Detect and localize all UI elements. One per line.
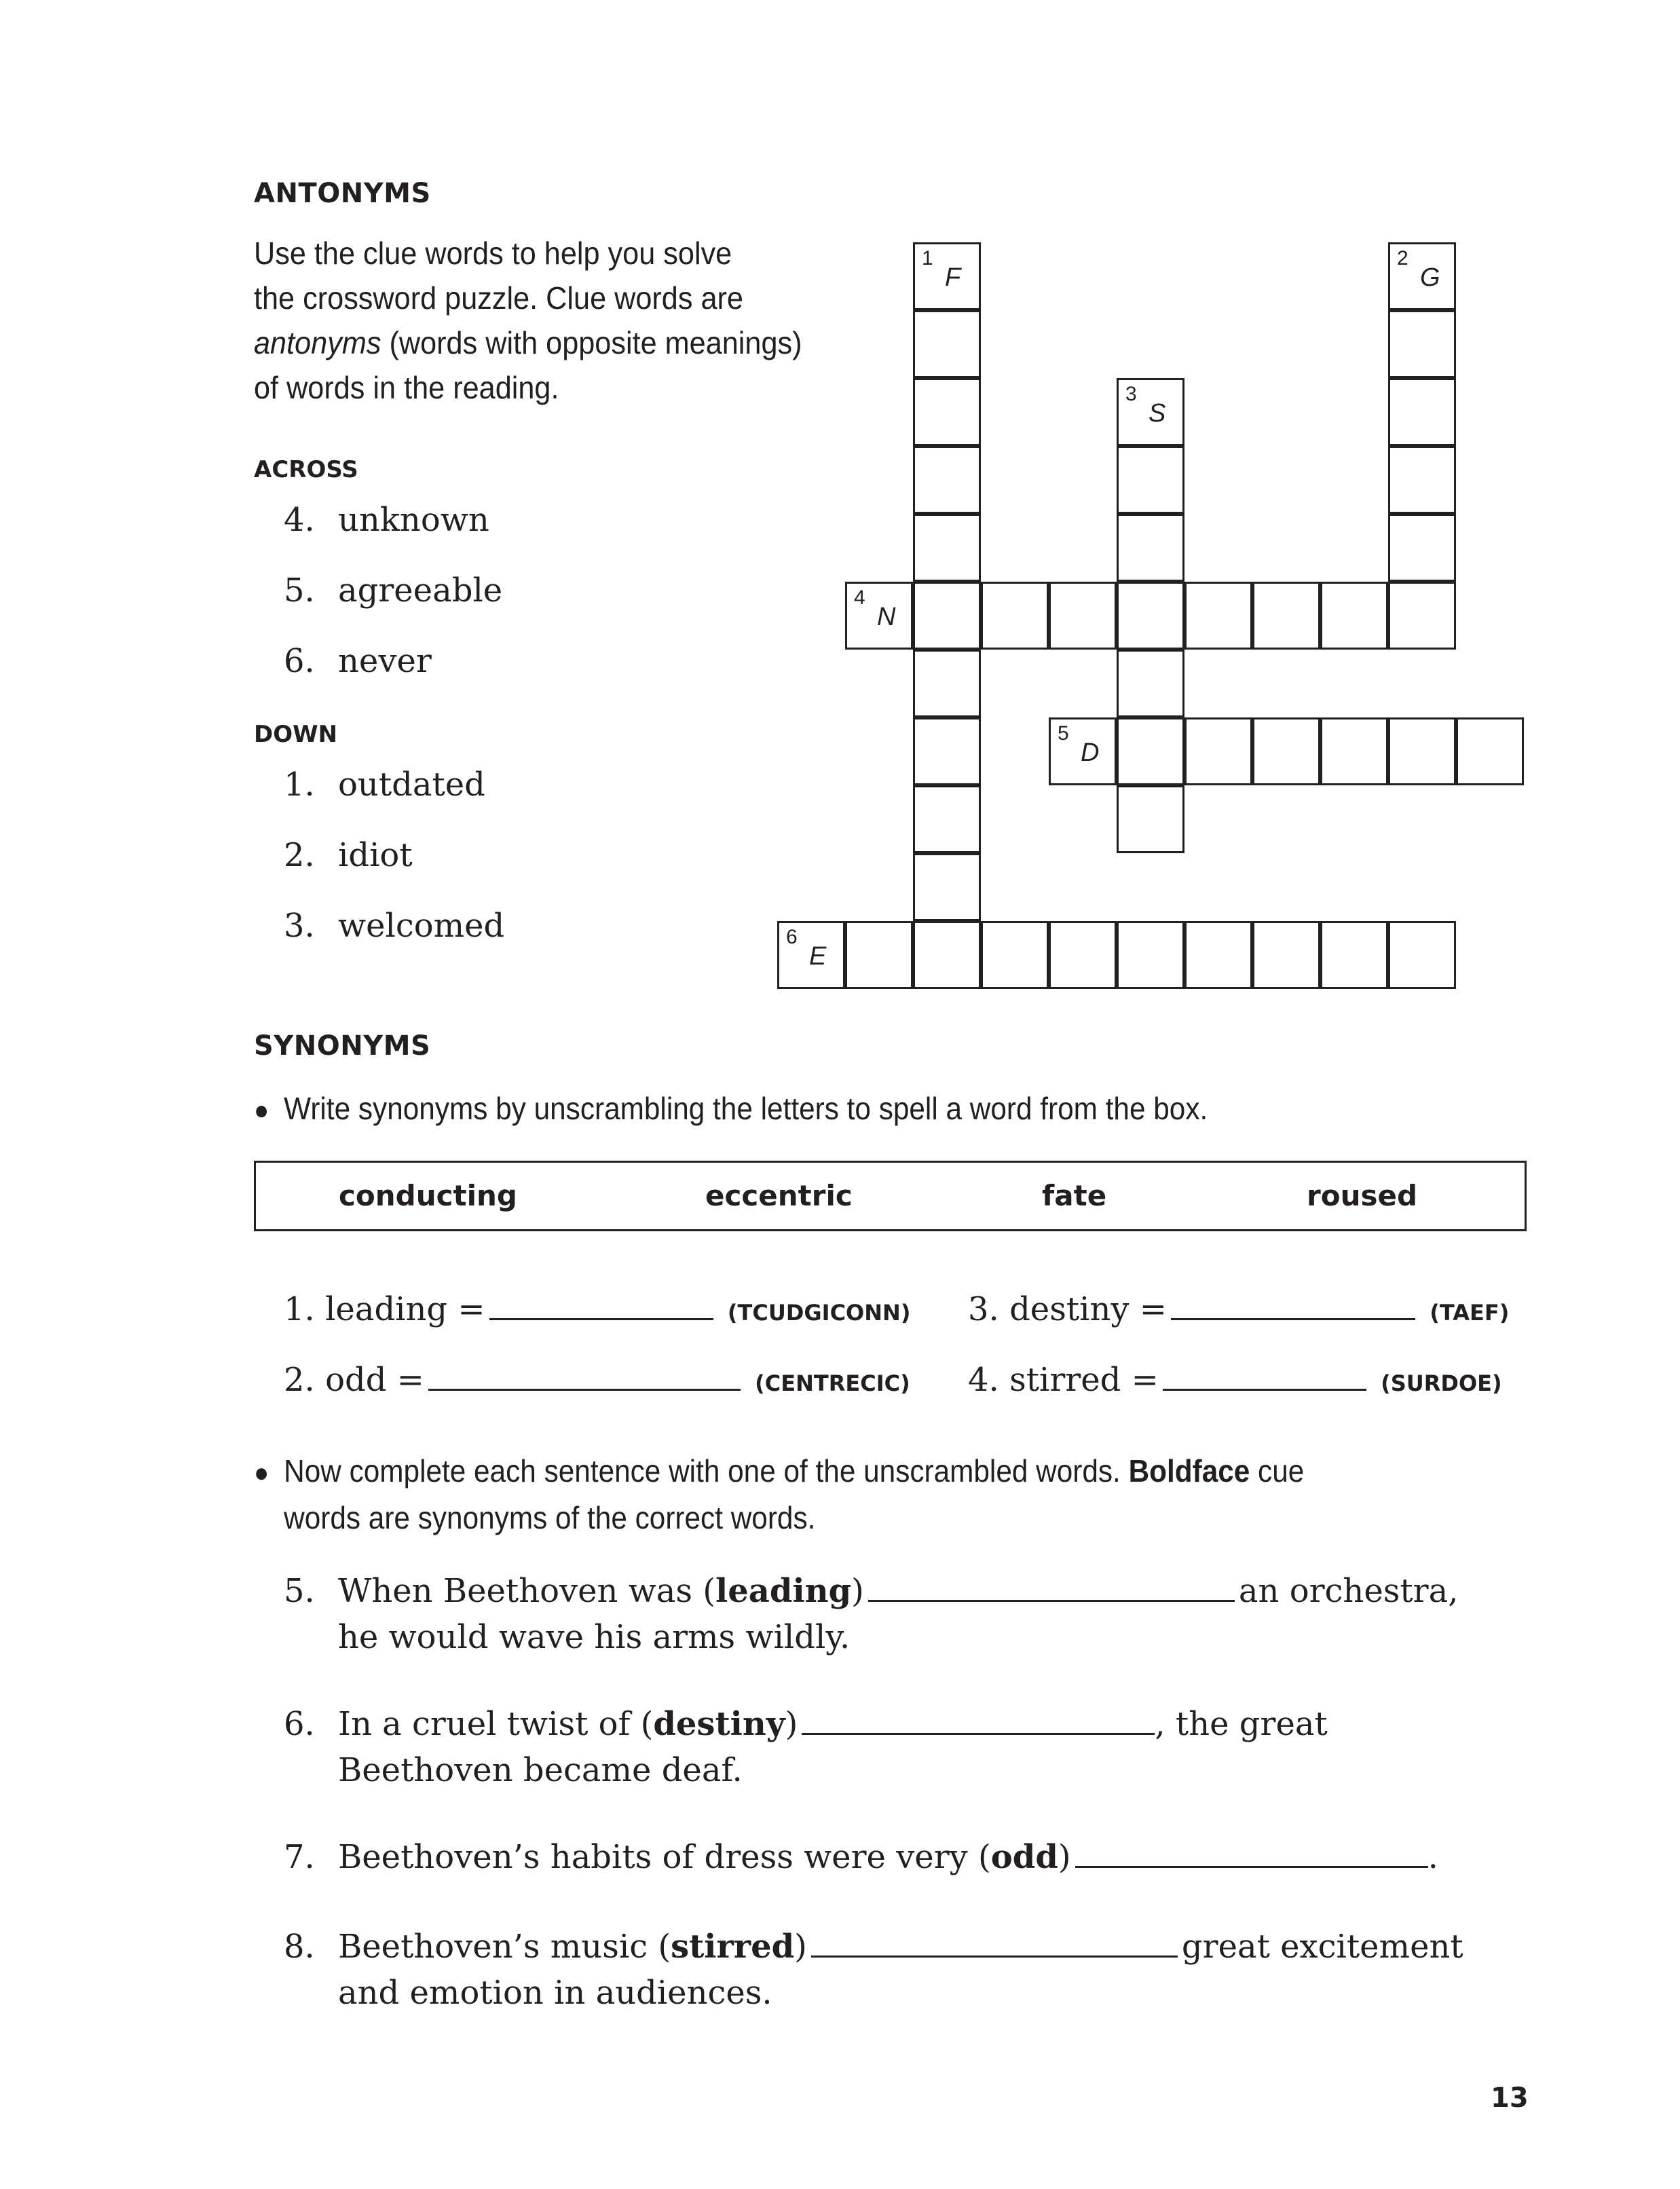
answer-blank[interactable] — [1075, 1836, 1428, 1868]
scrambled-letters: (CENTRECIC) — [755, 1370, 910, 1396]
sentence-line-2: he would wave his arms wildly. — [338, 1618, 851, 1656]
sentence-post: ) — [851, 1572, 864, 1610]
instruction-text-end: cue — [1258, 1453, 1305, 1489]
scrambled-letters: (TCUDGICONN) — [727, 1300, 911, 1326]
crossword-cell[interactable] — [1117, 514, 1184, 582]
crossword-cell-start-6[interactable] — [777, 921, 845, 989]
across-heading: ACROSS — [254, 456, 358, 483]
crossword-cell[interactable] — [913, 514, 981, 582]
sentence-number: 8. — [284, 1928, 315, 1966]
item-word: leading = — [325, 1290, 485, 1328]
clue-number: 5. — [284, 572, 315, 610]
down-heading: DOWN — [254, 721, 338, 748]
sentence-post: ) — [794, 1928, 807, 1966]
item-number: 1. — [284, 1290, 315, 1328]
crossword-cell[interactable] — [1388, 514, 1456, 582]
box-word-conducting: conducting — [339, 1179, 517, 1212]
sentence-pre: In a cruel twist of ( — [338, 1705, 654, 1743]
crossword-cell[interactable] — [913, 853, 981, 921]
sentence-line-1 — [284, 1924, 1463, 1970]
crossword-cell[interactable] — [913, 310, 981, 378]
synonyms-instruction-1 — [254, 1090, 1208, 1127]
clue-text: idiot — [338, 836, 413, 874]
sentence-post: ) — [1058, 1838, 1071, 1876]
cell-letter: G — [1420, 263, 1440, 292]
crossword-cell-start-2[interactable] — [1388, 242, 1456, 310]
intro-line-2: the crossword puzzle. Clue words are — [254, 280, 743, 316]
intro-line-3-text: (words with opposite meanings) — [389, 325, 802, 360]
cell-letter: N — [877, 603, 896, 631]
synonyms-instruction-2 — [254, 1448, 1304, 1540]
cell-letter: D — [1081, 738, 1100, 767]
bullet-icon: ● — [254, 1096, 269, 1125]
sentence-line-1 — [284, 1701, 1328, 1747]
synonym-item-1 — [284, 1288, 910, 1328]
answer-blank[interactable] — [802, 1703, 1155, 1735]
answer-blank[interactable] — [811, 1926, 1178, 1958]
crossword-cell[interactable] — [1049, 921, 1117, 989]
synonym-item-3 — [968, 1288, 1509, 1328]
cell-number: 4 — [854, 586, 865, 609]
sentence-5 — [284, 1568, 1458, 1660]
synonym-item-2 — [284, 1359, 910, 1399]
crossword-cell[interactable] — [1252, 921, 1320, 989]
crossword-cell[interactable] — [1320, 582, 1388, 650]
cell-number: 2 — [1397, 247, 1408, 269]
answer-blank[interactable] — [1163, 1359, 1366, 1391]
scrambled-letters: (TAEF) — [1430, 1300, 1510, 1326]
box-word-fate: fate — [1042, 1179, 1107, 1212]
sentence-number: 7. — [284, 1838, 315, 1876]
crossword-cell[interactable] — [1388, 921, 1456, 989]
answer-blank[interactable] — [489, 1288, 713, 1320]
clue-text: unknown — [338, 501, 489, 539]
crossword-cell[interactable] — [1388, 446, 1456, 514]
sentence-line-1 — [284, 1568, 1458, 1614]
cell-letter: S — [1149, 399, 1166, 428]
crossword-cell[interactable] — [913, 378, 981, 446]
crossword-cell[interactable] — [1117, 650, 1184, 717]
clue-number: 1. — [284, 766, 315, 804]
item-word: destiny = — [1009, 1290, 1167, 1328]
crossword-cell[interactable] — [1388, 717, 1456, 785]
item-number: 3. — [968, 1290, 999, 1328]
page-number: 13 — [1491, 2082, 1529, 2114]
crossword-cell[interactable] — [1184, 582, 1252, 650]
cue-word: odd — [990, 1838, 1058, 1876]
item-word: odd = — [325, 1361, 424, 1399]
crossword-cell[interactable] — [1320, 921, 1388, 989]
sentence-number: 6. — [284, 1705, 315, 1743]
crossword-cell[interactable] — [1456, 717, 1524, 785]
cue-word: destiny — [653, 1705, 785, 1743]
synonyms-heading: SYNONYMS — [254, 1030, 431, 1062]
sentence-pre: Beethoven’s music ( — [338, 1928, 671, 1966]
crossword-cell[interactable] — [1117, 446, 1184, 514]
crossword-cell[interactable] — [981, 921, 1049, 989]
crossword-cell[interactable] — [913, 717, 981, 785]
bullet-icon: ● — [254, 1458, 269, 1488]
clue-number: 3. — [284, 907, 315, 945]
clue-number: 4. — [284, 501, 315, 539]
crossword-cell[interactable] — [1184, 717, 1252, 785]
crossword-cell[interactable] — [913, 650, 981, 717]
word-box — [254, 1161, 1527, 1231]
cue-word: stirred — [671, 1928, 795, 1966]
sentence-6 — [284, 1701, 1328, 1793]
answer-blank[interactable] — [868, 1570, 1235, 1602]
cue-word: leading — [715, 1572, 852, 1610]
sentence-post: ) — [785, 1705, 798, 1743]
crossword-cell[interactable] — [1117, 921, 1184, 989]
sentence-pre: When Beethoven was ( — [338, 1572, 716, 1610]
sentence-line-1 — [284, 1834, 1438, 1880]
instruction-text: Now complete each sentence with one of the unscrambled words. — [284, 1453, 1121, 1489]
crossword-cell[interactable] — [913, 785, 981, 853]
crossword-cell[interactable] — [1388, 582, 1456, 650]
item-word: stirred = — [1009, 1361, 1159, 1399]
crossword-cell-start-3[interactable] — [1117, 378, 1184, 446]
clue-text: never — [338, 642, 432, 680]
intro-italic-word: antonyms — [254, 325, 381, 360]
sentence-after: . — [1427, 1838, 1438, 1876]
item-number: 4. — [968, 1361, 999, 1399]
crossword-cell[interactable] — [1117, 717, 1184, 785]
crossword-cell-start-1[interactable] — [913, 242, 981, 310]
answer-blank[interactable] — [1171, 1288, 1415, 1320]
sentence-number: 5. — [284, 1572, 315, 1610]
cell-letter: E — [809, 942, 827, 971]
clue-number: 6. — [284, 642, 315, 680]
instruction-line-2: words are synonyms of the correct words. — [284, 1500, 816, 1535]
item-number: 2. — [284, 1361, 315, 1399]
crossword-cell[interactable] — [913, 446, 981, 514]
box-word-roused: roused — [1307, 1179, 1418, 1212]
crossword-cell[interactable] — [1117, 582, 1184, 650]
cell-number: 3 — [1125, 383, 1137, 405]
cell-number: 5 — [1058, 722, 1069, 745]
crossword-cell[interactable] — [913, 921, 981, 989]
crossword-cell[interactable] — [1388, 310, 1456, 378]
crossword-grid — [0, 0, 1680, 998]
crossword-cell[interactable] — [1049, 582, 1117, 650]
cell-number: 1 — [922, 247, 933, 269]
crossword-cell-start-4[interactable] — [845, 582, 913, 650]
clue-text: welcomed — [338, 907, 505, 945]
intro-line-1: Use the clue words to help you solve — [254, 236, 732, 271]
box-word-eccentric: eccentric — [705, 1179, 853, 1212]
clue-number: 2. — [284, 836, 315, 874]
crossword-cell[interactable] — [845, 921, 913, 989]
sentence-after: an orchestra, — [1238, 1572, 1459, 1610]
instruction-line-1 — [254, 1448, 1304, 1495]
crossword-cell[interactable] — [913, 582, 981, 650]
synonym-item-4 — [968, 1359, 1502, 1399]
cell-letter: F — [945, 263, 961, 292]
crossword-cell[interactable] — [1117, 785, 1184, 853]
scrambled-letters: (SURDOE) — [1381, 1370, 1502, 1396]
instruction-bold-word: Boldface — [1128, 1453, 1250, 1489]
clue-text: agreeable — [338, 572, 503, 610]
clue-text: outdated — [338, 766, 485, 804]
sentence-7 — [284, 1834, 1438, 1880]
sentence-after: great excitement — [1181, 1928, 1463, 1966]
sentence-after: , the great — [1155, 1705, 1328, 1743]
sentence-line-2: and emotion in audiences. — [338, 1974, 772, 2012]
cell-number: 6 — [786, 926, 798, 948]
crossword-cell[interactable] — [1252, 717, 1320, 785]
crossword-cell[interactable] — [1184, 921, 1252, 989]
sentence-line-2: Beethoven became deaf. — [338, 1751, 743, 1789]
crossword-cell[interactable] — [1320, 717, 1388, 785]
crossword-cell-start-5[interactable] — [1049, 717, 1117, 785]
sentence-8 — [284, 1924, 1463, 2016]
antonyms-heading: ANTONYMS — [254, 178, 431, 209]
instruction-text: Write synonyms by unscrambling the letters to spell a word from the box. — [284, 1091, 1208, 1126]
sentence-pre: Beethoven’s habits of dress were very ( — [338, 1838, 991, 1876]
crossword-cell[interactable] — [981, 582, 1049, 650]
crossword-cell[interactable] — [1252, 582, 1320, 650]
crossword-cell[interactable] — [1388, 378, 1456, 446]
answer-blank[interactable] — [428, 1359, 741, 1391]
intro-line-4: of words in the reading. — [254, 370, 559, 405]
